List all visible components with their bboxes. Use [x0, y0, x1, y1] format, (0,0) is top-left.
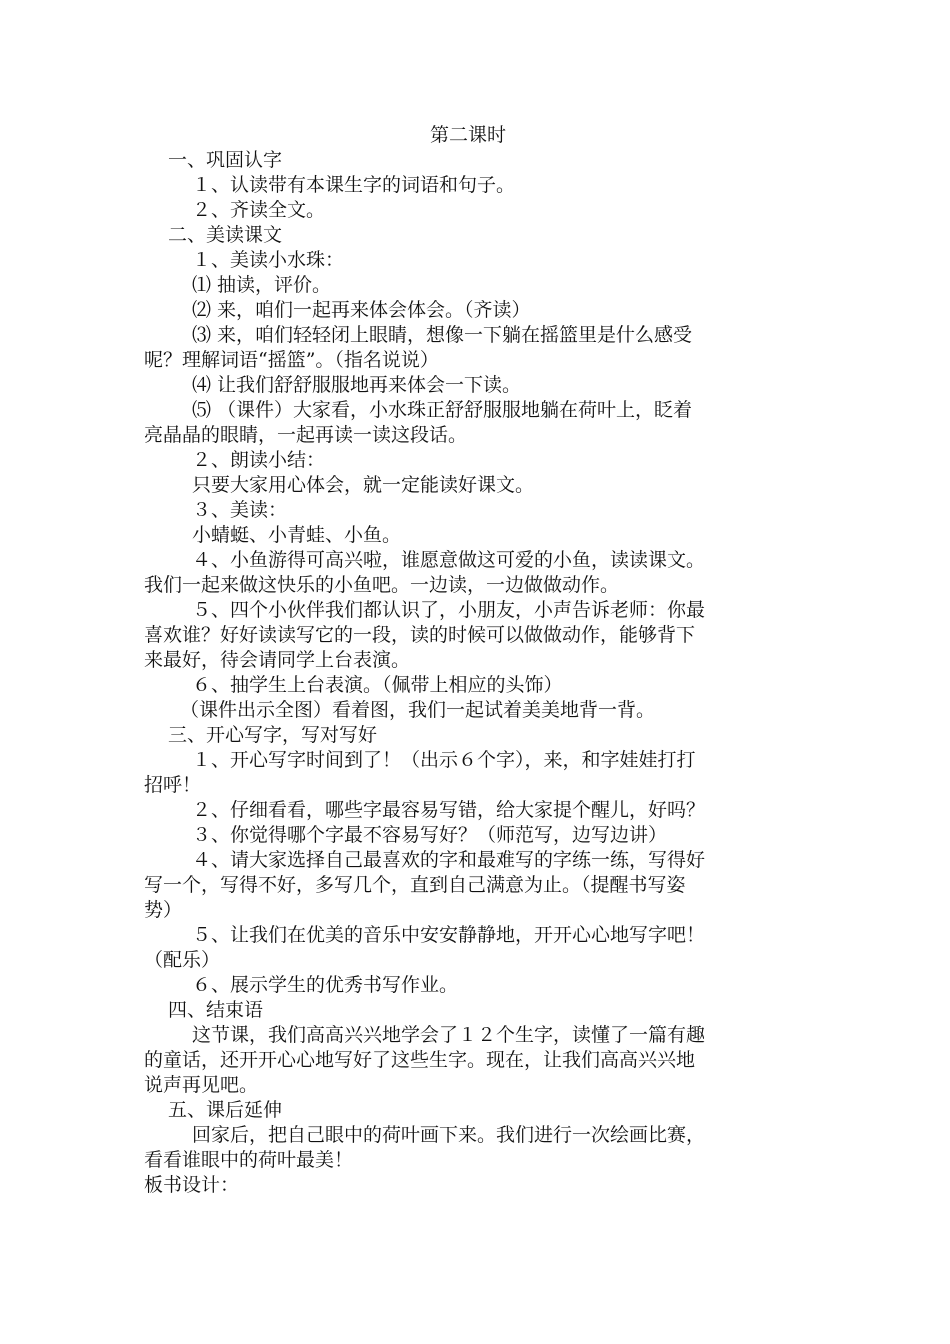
text-line: 势） — [144, 899, 183, 921]
text-line: 呢？理解词语“摇篮”。（指名说说） — [144, 349, 439, 371]
text-line: ２、齐读全文。 — [192, 199, 326, 221]
text-line: ⑷ 让我们舒舒服服地再来体会一下读。 — [192, 374, 522, 396]
section-heading: 四、结束语 — [168, 999, 264, 1021]
text-line: ⑶ 来，咱们轻轻闭上眼睛，想像一下躺在摇篮里是什么感受 — [192, 324, 693, 346]
text-line: ３、美读： — [192, 499, 288, 521]
text-line: ３、你觉得哪个字最不容易写好？（师范写，边写边讲） — [192, 824, 668, 846]
text-line: ⑸ （课件）大家看，小水珠正舒舒服服地躺在荷叶上，眨着 — [192, 399, 693, 421]
text-line: ２、仔细看看，哪些字最容易写错，给大家提个醒儿，好吗？ — [192, 799, 706, 821]
text-line: 喜欢谁？好好读读写它的一段，读的时候可以做做动作，能够背下 — [144, 624, 696, 646]
text-line: 小蜻蜓、小青蛙、小鱼。 — [192, 524, 402, 546]
text-line: 只要大家用心体会，就一定能读好课文。 — [192, 474, 535, 496]
text-line: ５、四个小伙伴我们都认识了，小朋友，小声告诉老师：你最 — [192, 599, 706, 621]
text-line: 板书设计： — [144, 1174, 240, 1196]
text-line: 招呼！ — [144, 774, 202, 796]
text-line: 看看谁眼中的荷叶最美！ — [144, 1149, 354, 1171]
text-line: １、开心写字时间到了！（出示６个字），来，和字娃娃打打 — [192, 749, 696, 771]
section-heading: 三、开心写字，写对写好 — [168, 724, 378, 746]
text-line: ２、朗读小结： — [192, 449, 326, 471]
text-line: 说声再见吧。 — [144, 1074, 259, 1096]
text-line: 这节课，我们高高兴兴地学会了１２个生字，读懂了一篇有趣 — [192, 1024, 706, 1046]
text-line: 回家后，把自己眼中的荷叶画下来。我们进行一次绘画比赛， — [192, 1124, 706, 1146]
text-line: 来最好，待会请同学上台表演。 — [144, 649, 411, 671]
text-line: 我们一起来做这快乐的小鱼吧。一边读，一边做做动作。 — [144, 574, 620, 596]
section-heading: 二、美读课文 — [168, 224, 283, 246]
text-line: ４、小鱼游得可高兴啦，谁愿意做这可爱的小鱼，读读课文。 — [192, 549, 706, 571]
section-heading: 一、巩固认字 — [168, 149, 283, 171]
text-line: 的童话，还开开心心地写好了这些生字。现在，让我们高高兴兴地 — [144, 1049, 696, 1071]
text-line: ６、抽学生上台表演。（佩带上相应的头饰） — [192, 674, 563, 696]
text-line: １、认读带有本课生字的词语和句子。 — [192, 174, 516, 196]
text-line: １、美读小水珠： — [192, 249, 345, 271]
text-line: ⑴ 抽读，评价。 — [192, 274, 332, 296]
text-line: ⑵ 来，咱们一起再来体会体会。（齐读） — [192, 299, 531, 321]
text-line: 写一个，写得不好，多写几个，直到自己满意为止。（提醒书写姿 — [144, 874, 686, 896]
page-title: 第二课时 — [430, 124, 507, 146]
text-line: ４、请大家选择自己最喜欢的字和最难写的字练一练，写得好 — [192, 849, 706, 871]
text-line: 亮晶晶的眼睛，一起再读一读这段话。 — [144, 424, 468, 446]
text-line: ５、让我们在优美的音乐中安安静静地，开开心心地写字吧！ — [192, 924, 706, 946]
text-line: （课件出示全图）看着图，我们一起试着美美地背一背。 — [180, 699, 656, 721]
text-line: （配乐） — [144, 949, 221, 971]
section-heading: 五、课后延伸 — [168, 1099, 283, 1121]
text-line: ６、展示学生的优秀书写作业。 — [192, 974, 459, 996]
